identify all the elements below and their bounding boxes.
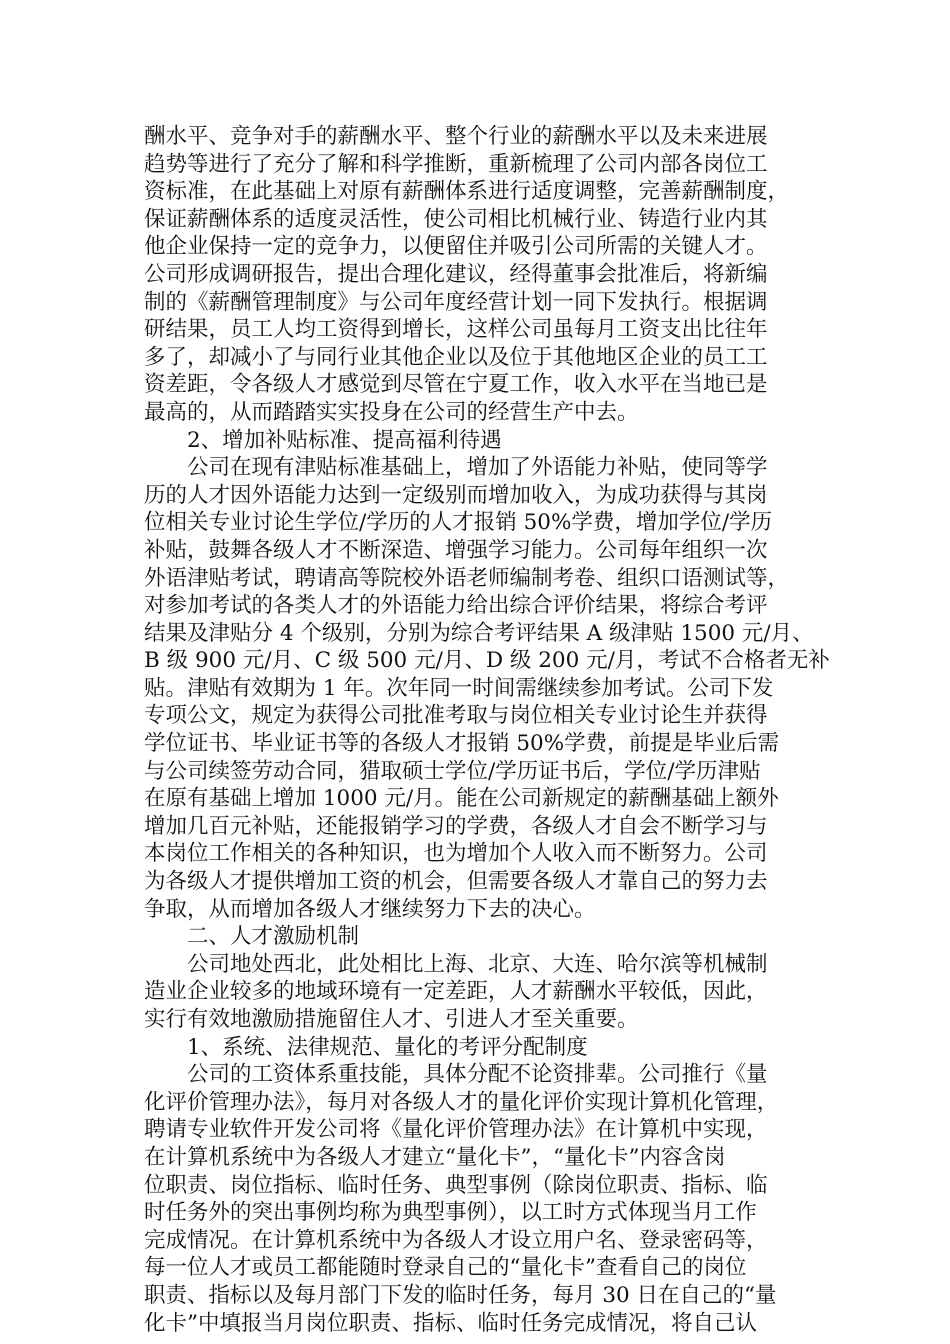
text-line: 专项公文，规定为获得公司批准考取与岗位相关专业讨论生并获得 [144, 703, 768, 729]
text-line: 对参加考试的各类人才的外语能力给出综合评价结果，将综合考评 [144, 593, 768, 619]
text-line: 2、增加补贴标准、提高福利待遇 [187, 427, 502, 453]
text-line: 趋势等进行了充分了解和科学推断，重新梳理了公司内部各岗位工 [144, 151, 768, 177]
text-line: 位职责、岗位指标、临时任务、典型事例（除岗位职责、指标、临 [144, 1172, 768, 1198]
text-line: 在原有基础上增加 1000 元/月。能在公司新规定的薪酬基础上额外 [144, 786, 779, 812]
text-line: 职责、指标以及每月部门下发的临时任务，每月 30 日在自己的“量 [144, 1282, 777, 1308]
text-line: 外语津贴考试，聘请高等院校外语老师编制考卷、组织口语测试等， [144, 565, 790, 591]
text-line: 位相关专业讨论生学位/学历的人才报销 50%学费，增加学位/学历 [144, 510, 773, 536]
document-body [144, 123, 830, 1337]
text-line: 他企业保持一定的竞争力，以便留住并吸引公司所需的关键人才。 [144, 234, 768, 260]
text-line: 每一位人才或员工都能随时登录自己的“量化卡”查看自己的岗位 [144, 1255, 747, 1281]
text-line: 资差距，令各级人才感觉到尽管在宁夏工作，收入水平在当地已是 [144, 372, 768, 398]
text-line: 聘请专业软件开发公司将《量化评价管理办法》在计算机中实现， [144, 1117, 768, 1143]
text-line: 补贴，鼓舞各级人才不断深造、增强学习能力。公司每年组织一次 [144, 537, 768, 563]
text-line: 公司形成调研报告，提出合理化建议，经得董事会批准后，将新编 [144, 261, 768, 287]
text-line: 与公司续签劳动合同，猎取硕士学位/学历证书后，学位/学历津贴 [144, 758, 761, 784]
text-line: 保证薪酬体系的适度灵活性，使公司相比机械行业、铸造行业内其 [144, 206, 768, 232]
text-line: 酬水平、竞争对手的薪酬水平、整个行业的薪酬水平以及未来进展 [144, 124, 768, 149]
text-line: 学位证书、毕业证书等的各级人才报销 50%学费，前提是毕业后需 [144, 731, 780, 757]
text-line: 公司在现有津贴标准基础上，增加了外语能力补贴，使同等学 [187, 455, 768, 481]
text-line: 1、系统、法律规范、量化的考评分配制度 [187, 1034, 588, 1060]
text-line: 时任务外的突出事例均称为典型事例），以工时方式体现当月工作 [144, 1200, 757, 1226]
text-line: 资标准，在此基础上对原有薪酬体系进行适度调整，完善薪酬制度， [144, 179, 790, 205]
text-line: B 级 900 元/月、C 级 500 元/月、D 级 200 元/月，考试不合格者无补 [144, 648, 830, 674]
text-line: 增加几百元补贴，还能报销学习的学费，各级人才自会不断学习与 [144, 813, 768, 839]
text-line: 公司地处西北，此处相比上海、北京、大连、哈尔滨等机械制 [187, 951, 768, 977]
text-line: 在计算机系统中为各级人才建立“量化卡”，“量化卡”内容含岗 [144, 1144, 726, 1170]
text-line: 为各级人才提供增加工资的机会，但需要各级人才靠自己的努力去 [144, 869, 768, 895]
text-line: 二、人才激励机制 [187, 924, 360, 950]
text-line: 公司的工资体系重技能，具体分配不论资排辈。公司推行《量 [187, 1062, 768, 1088]
text-line: 多了，却减小了与同行业其他企业以及位于其他地区企业的员工工 [144, 344, 768, 370]
text-line: 历的人才因外语能力达到一定级别而增加收入，为成功获得与其岗 [144, 482, 768, 508]
text-line: 争取，从而增加各级人才继续努力下去的决心。 [144, 896, 596, 922]
text-line: 本岗位工作相关的各种知识，也为增加个人收入而不断努力。公司 [144, 841, 768, 867]
text-line: 化评价管理办法》，每月对各级人才的量化评价实现计算机化管理， [144, 1089, 779, 1115]
text-line: 结果及津贴分 4 个级别，分别为综合考评结果 A 级津贴 1500 元/月、 [144, 620, 814, 646]
text-line: 实行有效地激励措施留住人才、引进人才至关重要。 [144, 1007, 639, 1032]
text-line: 研结果，员工人均工资得到增长，这样公司虽每月工资支出比往年 [144, 317, 768, 343]
text-line: 制的《薪酬管理制度》与公司年度经营计划一同下发执行。根据调 [144, 289, 768, 315]
text-line: 最高的，从而踏踏实实投身在公司的经营生产中去。 [144, 399, 639, 425]
text-line: 完成情况。在计算机系统中为各级人才设立用户名、登录密码等， [144, 1227, 768, 1253]
text-line: 化卡”中填报当月岗位职责、指标、临时任务完成情况，将自己认 [144, 1310, 757, 1336]
text-line: 贴。津贴有效期为 1 年。次年同一时间需继续参加考试。公司下发 [144, 675, 774, 701]
text-line: 造业企业较多的地域环境有一定差距，人才薪酬水平较低，因此， [144, 979, 768, 1005]
